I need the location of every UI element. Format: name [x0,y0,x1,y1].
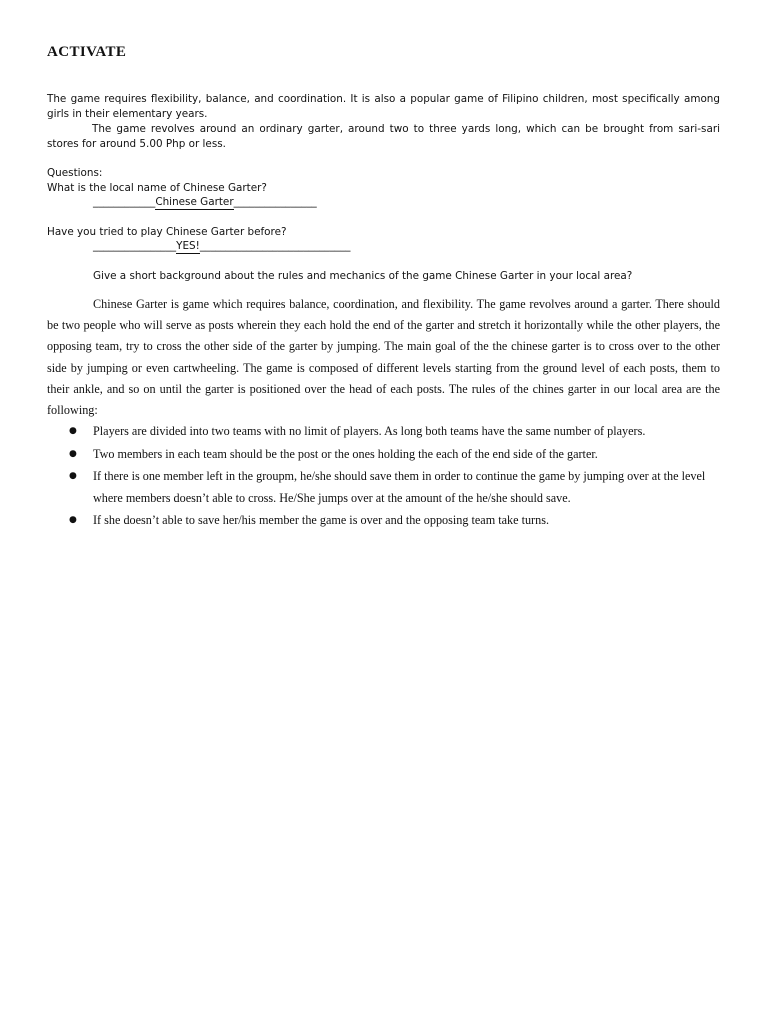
answer-1-text: Chinese Garter [155,196,234,208]
rules-list [47,421,720,533]
list-item [47,444,720,465]
bullet-icon: ● [69,471,77,482]
answer-2-prefix: ________________ [93,240,177,252]
question-2: Have you tried to play Chinese Garter before? [47,226,287,238]
bullet-icon: ● [69,448,77,459]
essay-block [47,294,720,421]
bullet-icon: ● [69,515,77,526]
answer-2-suffix: _____________________________ [199,240,351,252]
intro-paragraph-2: The game revolves around an ordinary garter, around two to three yards long, which can be brought from sari-sari stores for around 5.00 Php or less. [47,123,720,150]
question-1: What is the local name of Chinese Garter? [47,182,267,194]
list-item [47,466,720,508]
essay-paragraph: Chinese Garter is game which requires balance, coordination, and flexibility. The game revolves around a garter. There should be two people who will serve as posts wherein they each hold the end of the garter and stretch it horizontally while the other players, the opposing team, try to cross the other side of the garter by jumping. The main goal of the the chinese garter is to cross over to the other side by jumping or even cartwheeling. The game is composed of different levels starting from the ground level of each posts, them to their ankle, and so on until the garter is positioned over the head of each posts. The rules of the chines garter in our local area are the following: [47,297,720,418]
intro-paragraph-1: The game requires flexibility, balance, and coordination. It is also a popular game of Filipino children, most specifically among girls in their elementary years. [47,93,720,120]
bullet-icon: ● [69,426,77,436]
answer-1-prefix: ____________ [93,196,156,208]
answer-1 [93,195,317,210]
rule-text: Two members in each team should be the post or the ones holding the each of the end side of the garter. [93,446,598,461]
list-item [47,510,720,531]
list-item [47,421,720,442]
intro-block [47,92,720,152]
answer-1-suffix: ________________ [233,196,317,208]
section-heading: ACTIVATE [47,44,127,60]
rule-text: Players are divided into two teams with no limit of players. As long both teams have the same number of players. [93,424,646,438]
question-3: Give a short background about the rules and mechanics of the game Chinese Garter in your local area? [93,270,633,282]
rule-text: If there is one member left in the groupm, he/she should save them in order to continue the game by jumping over at the level where members doesn’t able to cross. He/She jumps over at the amount of the he/she should save. [93,469,706,505]
questions-label: Questions: [47,167,103,179]
answer-2 [93,239,350,254]
rule-text: If she doesn’t able to save her/his member the game is over and the opposing team take turns. [93,513,550,528]
answer-2-text: YES! [176,240,200,252]
